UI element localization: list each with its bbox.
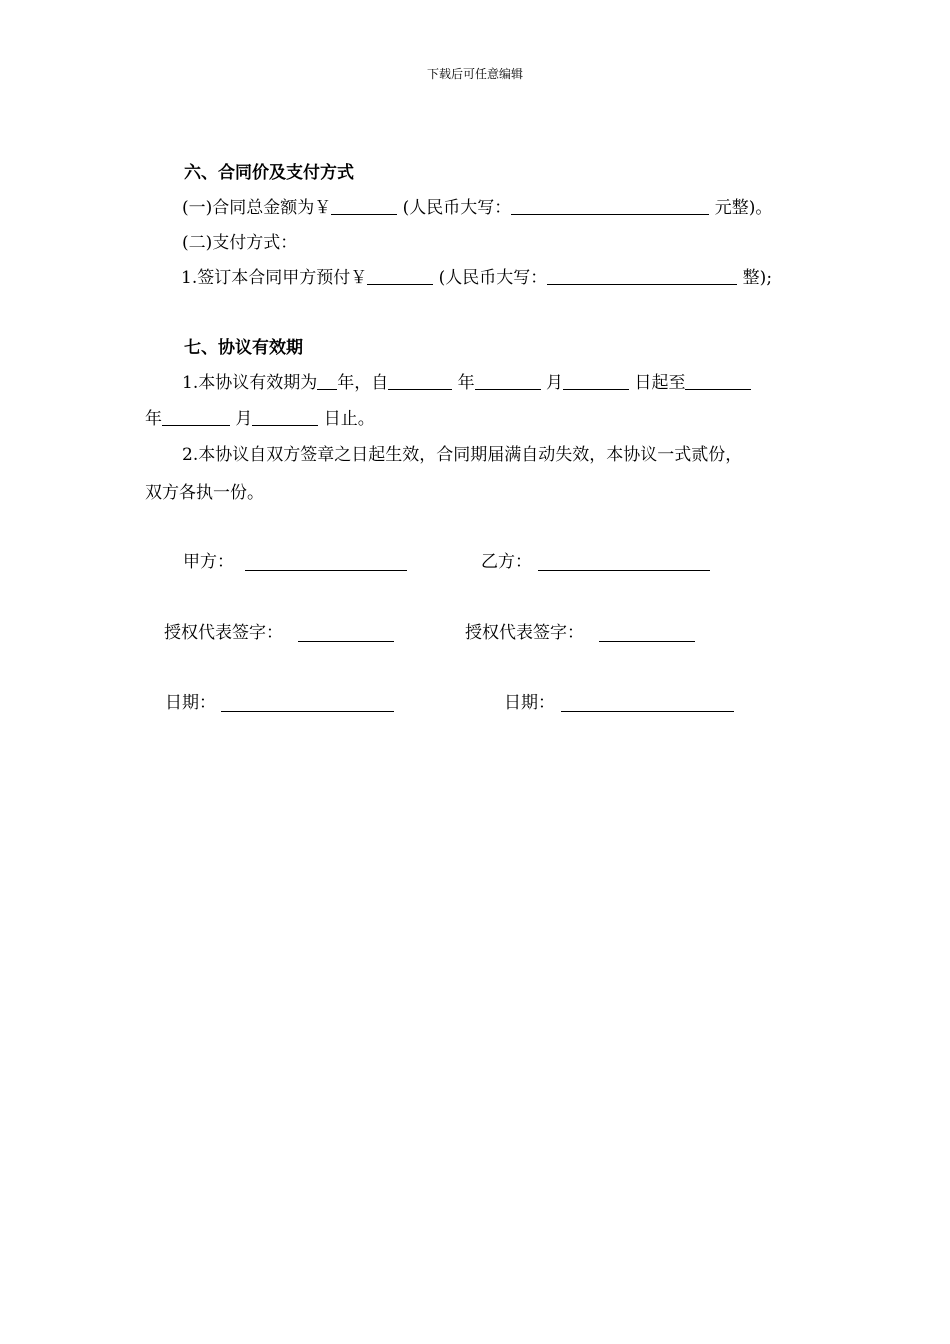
rep-a-blank [298, 623, 394, 642]
section-6-line-2: (二)支付方式： [182, 233, 298, 253]
party-a-signature [183, 550, 234, 574]
section-6-line-3-text-c: 整); [737, 268, 773, 288]
section-7-line-1-text-c: 年 [452, 373, 475, 393]
date-a-label: 日期： [165, 693, 216, 713]
rep-b-blank [599, 623, 695, 642]
end-year-continued-blank [162, 407, 230, 426]
date-b-label: 日期： [504, 693, 555, 713]
rep-b-label: 授权代表签字： [465, 623, 584, 643]
section-7-line-1-text-e: 日起至 [629, 373, 686, 393]
party-a-blank [245, 552, 407, 571]
section-7-line-2-text-c: 日止。 [318, 409, 375, 429]
start-day-blank [563, 371, 629, 390]
end-year-blank [685, 371, 751, 390]
end-month-blank [252, 407, 318, 426]
date-a-blank [221, 693, 394, 712]
section-7-line-2 [145, 407, 375, 431]
section-6-line-1-text-c: 元整)。 [709, 198, 773, 218]
section-6-line-1-text-a: (一)合同总金额为￥ [182, 198, 332, 218]
total-amount-words-blank [511, 196, 709, 215]
party-b-signature [481, 550, 532, 574]
section-7-title: 七、协议有效期 [184, 338, 303, 358]
section-7-line-2-text-b: 月 [230, 409, 253, 429]
prepayment-words-blank [547, 266, 737, 285]
section-7-line-4: 双方各执一份。 [145, 483, 264, 503]
date-b-blank [561, 693, 734, 712]
party-a-label: 甲方： [183, 552, 234, 572]
party-b-label: 乙方： [481, 552, 532, 572]
section-7-line-2-text-a: 年 [145, 409, 162, 429]
section-7-line-3: 2.本协议自双方签章之日起生效，合同期届满自动失效，本协议一式贰份， [182, 445, 743, 465]
section-6-title: 六、合同价及支付方式 [184, 163, 354, 183]
rep-a-label: 授权代表签字： [164, 623, 283, 643]
section-6-line-3-text-b: (人民币大写： [433, 268, 548, 288]
section-6-line-1-text-b: (人民币大写： [397, 198, 512, 218]
section-6-line-3-text-a: 1.签订本合同甲方预付￥ [181, 268, 368, 288]
section-6-line-3 [181, 266, 772, 290]
total-amount-blank [331, 196, 397, 215]
header-note: 下载后可任意编辑 [426, 67, 523, 81]
party-b-blank [538, 552, 710, 571]
section-7-line-1 [182, 371, 751, 395]
section-7-line-1-text-b: 年，自 [337, 373, 389, 393]
rep-b-signature [465, 621, 584, 645]
date-b-signature [504, 691, 555, 715]
start-year-blank [388, 371, 452, 390]
date-a-signature [165, 691, 216, 715]
rep-a-signature [164, 621, 283, 645]
section-7-line-1-text-d: 月 [540, 373, 564, 393]
prepayment-amount-blank [367, 266, 433, 285]
section-7-line-1-text-a: 1.本协议有效期为 [182, 373, 318, 393]
start-month-blank [475, 371, 541, 390]
validity-years-blank [317, 371, 337, 390]
section-6-line-1 [182, 196, 772, 220]
